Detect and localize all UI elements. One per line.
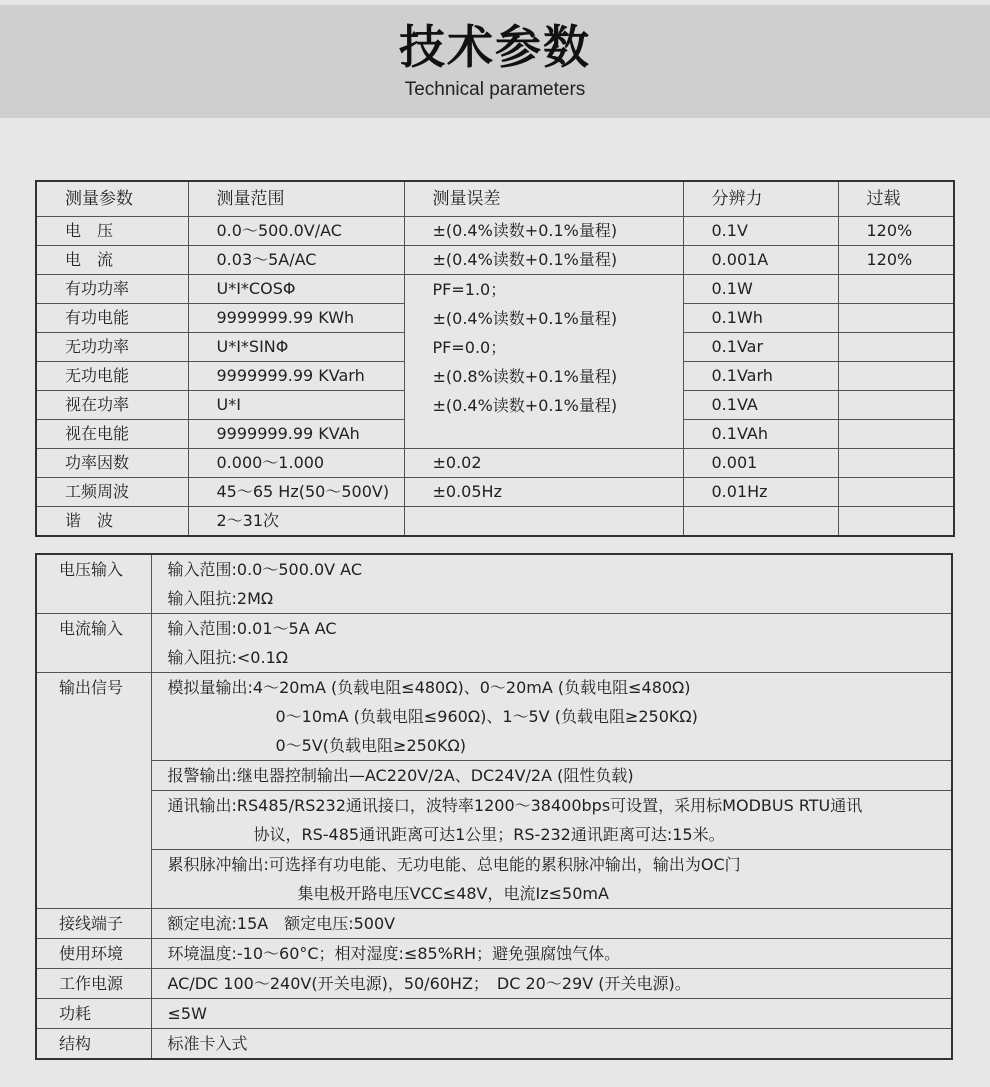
cell-resolution: 0.1VAh <box>683 420 838 449</box>
cell-range: 0.0～500.0V/AC <box>188 217 404 246</box>
cell-resolution: 0.1V <box>683 217 838 246</box>
cell-param: 工频周波 <box>36 478 188 507</box>
error-line: ±(0.4%读数+0.1%量程) <box>432 309 618 328</box>
cell-range: 0.000～1.000 <box>188 449 404 478</box>
measurement-table <box>35 180 955 537</box>
spec-row <box>36 939 952 969</box>
spec-label: 输出信号 <box>36 673 151 909</box>
cell-overload: 120% <box>838 246 954 275</box>
spec-label: 结构 <box>36 1029 151 1060</box>
table-row <box>36 275 954 304</box>
table-row <box>36 478 954 507</box>
spec-label: 功耗 <box>36 999 151 1029</box>
spec-value: ≤5W <box>167 1004 207 1023</box>
cell-resolution <box>683 507 838 537</box>
spec-row-current-input <box>36 614 952 673</box>
cell-resolution: 0.1Varh <box>683 362 838 391</box>
spec-label: 接线端子 <box>36 909 151 939</box>
spec-value: 标准卡入式 <box>167 1034 248 1053</box>
table-row <box>36 246 954 275</box>
spec-line: 0～10mA (负载电阻≤960Ω)、1～5V (负载电阻≥250KΩ) <box>275 707 698 726</box>
spec-line: 0～5V(负载电阻≥250KΩ) <box>275 736 466 755</box>
column-header: 过载 <box>838 181 954 217</box>
cell-resolution: 0.1VA <box>683 391 838 420</box>
cell-param: 电 流 <box>36 246 188 275</box>
spec-label: 电压输入 <box>36 554 151 614</box>
spec-line: 累积脉冲输出:可选择有功电能、无功电能、总电能的累积脉冲输出，输出为OC门 <box>167 855 741 874</box>
cell-resolution: 0.1W <box>683 275 838 304</box>
spec-row-voltage-input <box>36 554 952 614</box>
cell-param: 视在电能 <box>36 420 188 449</box>
cell-error <box>404 507 683 537</box>
cell-resolution: 0.001 <box>683 449 838 478</box>
cell-range: 45～65 Hz(50～500V) <box>188 478 404 507</box>
cell-param: 有功功率 <box>36 275 188 304</box>
spec-line: 输入范围:0.01～5A AC <box>167 619 337 638</box>
cell-param: 无功电能 <box>36 362 188 391</box>
cell-error: ±(0.4%读数+0.1%量程) <box>404 217 683 246</box>
spec-table <box>35 553 953 1060</box>
spec-value: 额定电流:15A 额定电压:500V <box>167 914 396 933</box>
cell-error: ±0.05Hz <box>404 478 683 507</box>
cell-param: 谐 波 <box>36 507 188 537</box>
cell-range: U*I*COSΦ <box>188 275 404 304</box>
cell-overload <box>838 478 954 507</box>
cell-overload <box>838 420 954 449</box>
cell-overload <box>838 449 954 478</box>
page-subtitle: Technical parameters <box>404 79 586 100</box>
error-line: PF=1.0； <box>432 280 507 299</box>
cell-resolution: 0.1Var <box>683 333 838 362</box>
cell-range: 0.03～5A/AC <box>188 246 404 275</box>
cell-error: ±0.02 <box>404 449 683 478</box>
spec-row-output-analog <box>36 673 952 761</box>
spec-line: 协议，RS-485通讯距离可达1公里；RS-232通讯距离可达:15米。 <box>253 825 725 844</box>
spec-line: 模拟量输出:4～20mA (负载电阻≤480Ω)、0～20mA (负载电阻≤480Ω) <box>167 678 691 697</box>
spec-label: 工作电源 <box>36 969 151 999</box>
error-line: ±(0.8%读数+0.1%量程) <box>432 367 618 386</box>
spec-row-output-pulse <box>36 850 952 909</box>
cell-param: 有功电能 <box>36 304 188 333</box>
cell-range: 9999999.99 KWh <box>188 304 404 333</box>
spec-row <box>36 1029 952 1060</box>
table-row <box>36 507 954 537</box>
cell-error: ±(0.4%读数+0.1%量程) <box>404 246 683 275</box>
spec-value: AC/DC 100～240V(开关电源)，50/60HZ； DC 20～29V (开关电源)。 <box>167 974 691 993</box>
table-header-row <box>36 181 954 217</box>
cell-param: 电 压 <box>36 217 188 246</box>
spec-line: 通讯输出:RS485/RS232通讯接口，波特率1200～38400bps可设置，采用标MODBUS RTU通讯 <box>167 796 863 815</box>
spec-line: 输入阻抗:<0.1Ω <box>167 648 288 667</box>
error-line: PF=0.0； <box>432 338 507 357</box>
cell-overload <box>838 391 954 420</box>
spec-line: 报警输出:继电器控制输出—AC220V/2A、DC24V/2A (阻性负载) <box>167 766 634 785</box>
cell-resolution: 0.1Wh <box>683 304 838 333</box>
table-row <box>36 449 954 478</box>
cell-overload <box>838 333 954 362</box>
page-title: 技术参数 <box>399 20 591 74</box>
cell-param: 功率因数 <box>36 449 188 478</box>
cell-range: 9999999.99 KVarh <box>188 362 404 391</box>
column-header: 测量参数 <box>36 181 188 217</box>
column-header: 测量误差 <box>404 181 683 217</box>
spec-value: 环境温度:-10～60°C；相对湿度:≤85%RH；避免强腐蚀气体。 <box>167 944 621 963</box>
spec-row-output-comm <box>36 791 952 850</box>
error-line: ±(0.4%读数+0.1%量程) <box>432 396 618 415</box>
column-header: 分辨力 <box>683 181 838 217</box>
cell-range: U*I*SINΦ <box>188 333 404 362</box>
cell-overload <box>838 304 954 333</box>
spec-row-output-alarm <box>36 761 952 791</box>
cell-param: 无功功率 <box>36 333 188 362</box>
spec-label: 电流输入 <box>36 614 151 673</box>
spec-line: 输入范围:0.0～500.0V AC <box>167 560 363 579</box>
spec-label: 使用环境 <box>36 939 151 969</box>
cell-overload <box>838 362 954 391</box>
cell-param: 视在功率 <box>36 391 188 420</box>
cell-overload <box>838 275 954 304</box>
spec-row <box>36 909 952 939</box>
cell-overload: 120% <box>838 217 954 246</box>
merged-error-cell <box>404 275 683 449</box>
cell-range: 9999999.99 KVAh <box>188 420 404 449</box>
table-row <box>36 217 954 246</box>
cell-overload <box>838 507 954 537</box>
column-header: 测量范围 <box>188 181 404 217</box>
cell-range: U*I <box>188 391 404 420</box>
cell-resolution: 0.01Hz <box>683 478 838 507</box>
cell-resolution: 0.001A <box>683 246 838 275</box>
spec-line: 集电极开路电压VCC≤48V，电流Iz≤50mA <box>297 884 609 903</box>
spec-row <box>36 969 952 999</box>
cell-range: 2～31次 <box>188 507 404 537</box>
spec-row <box>36 999 952 1029</box>
spec-line: 输入阻抗:2MΩ <box>167 589 274 608</box>
